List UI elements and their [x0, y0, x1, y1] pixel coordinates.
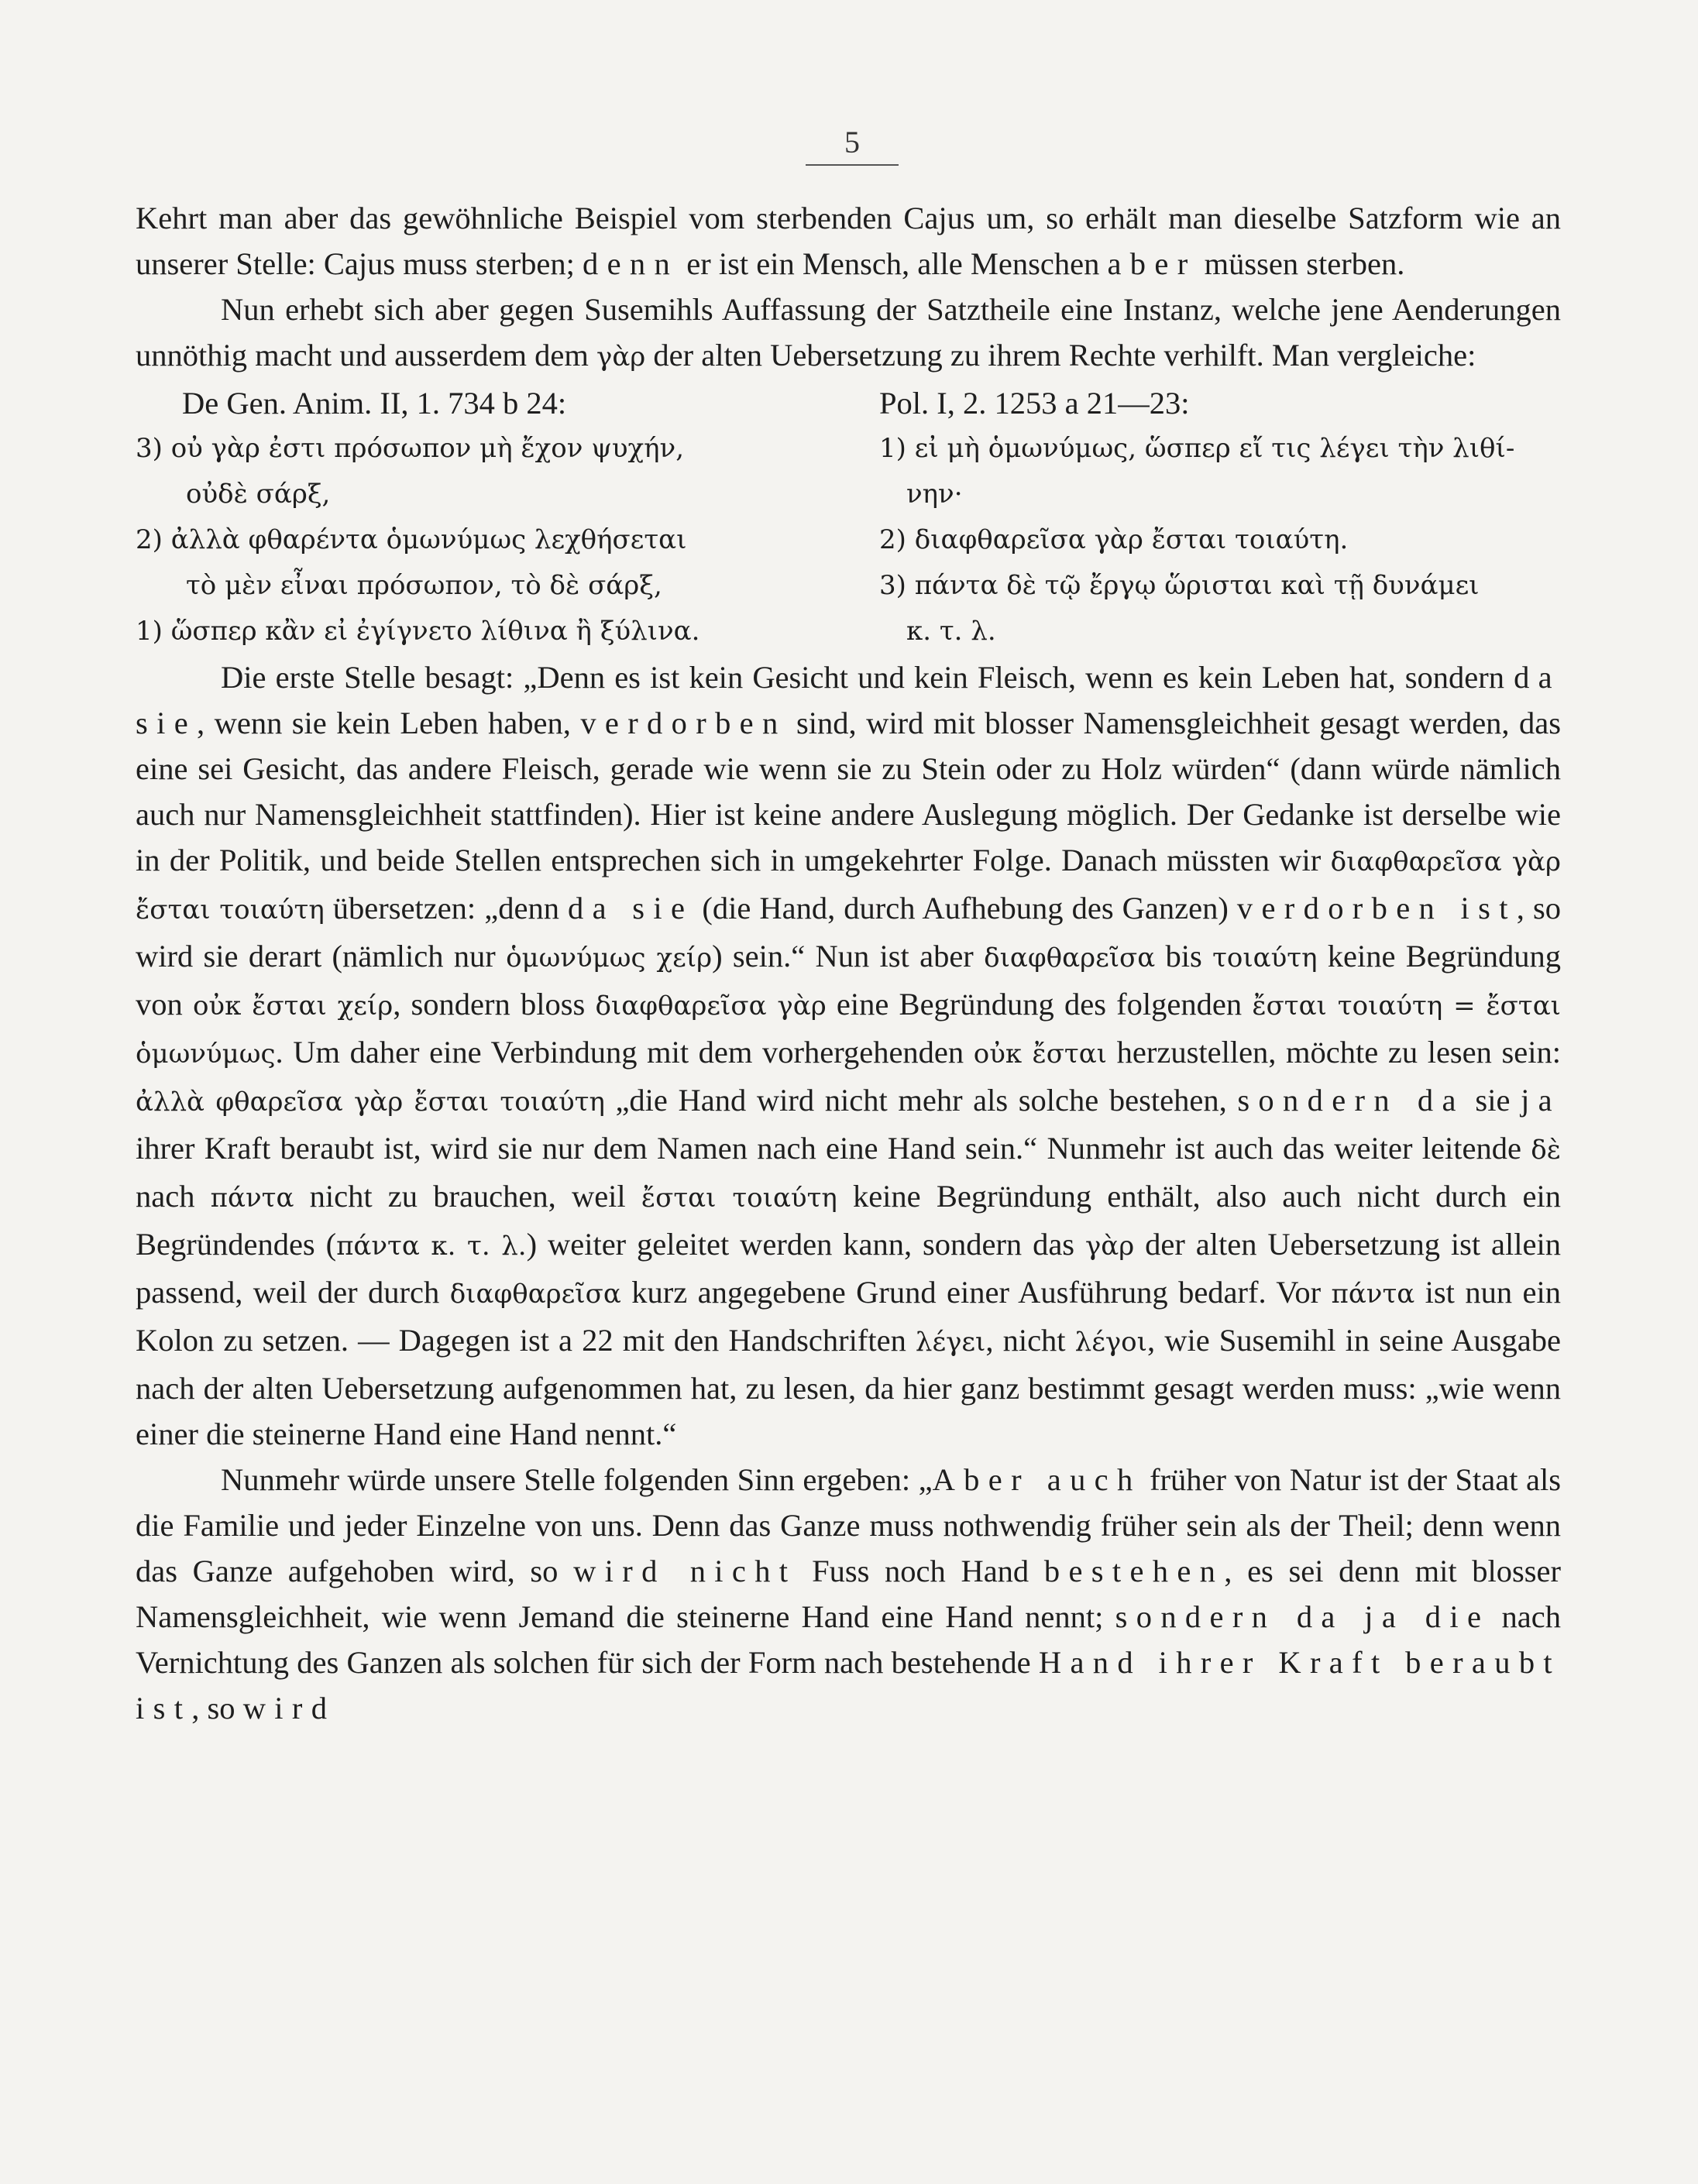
greek-text: ἔσται τοιαύτη = ἔσται ὁμωνύμως: [136, 991, 1561, 1070]
right-column-politics: [879, 380, 1561, 654]
greek-text: λέγοι: [1074, 1327, 1147, 1358]
page-number: 5: [844, 125, 860, 160]
text-run: , so wird sie derart (nämlich nur: [136, 891, 1561, 974]
spaced-emphasis: sondern da ja die: [1115, 1599, 1490, 1634]
greek-text: πάντα: [210, 1183, 294, 1214]
comparison-columns: [136, 380, 1561, 654]
text-run: keine Begründung von: [136, 939, 1562, 1022]
text-run: ) weiter geleitet werden kann, sondern das: [526, 1227, 1085, 1262]
greek-text: διαφθαρεῖσα γὰρ: [595, 991, 827, 1022]
greek-text: γὰρ: [1084, 1231, 1135, 1262]
left-column-gen-anim: [136, 380, 817, 654]
text-run: kurz angegebene Grund einer Ausführung bedarf. Vor: [620, 1275, 1332, 1310]
spaced-emphasis: sondern da: [1237, 1083, 1465, 1118]
text-run: übersetzen: „denn: [324, 891, 568, 925]
spaced-emphasis: wird: [242, 1691, 336, 1726]
paragraph-1: Kehrt man aber das gewöhnliche Beispiel vom sterbenden Cajus um, so erhält man dieselbe Satzform wie an unserer Stelle: Cajus muss sterben; denn er ist ein Mensch, alle Menschen aber müssen sterben.: [136, 201, 1561, 281]
text-run: früher von Natur ist der Staat als die Familie und jeder Einzelne von uns. Denn das Ganze muss nothwendig früher sein als der Theil; denn wenn das Ganze aufgehoben wird, so: [136, 1462, 1561, 1588]
text-run: keine Begründung enthält, also auch nicht durch ein Begründendes (: [136, 1179, 1561, 1262]
right-citation: Pol. I, 2. 1253 a 21—23:: [879, 386, 1190, 421]
spaced-emphasis: ja: [1521, 1083, 1561, 1118]
text-run: Fuss noch Hand: [796, 1554, 1044, 1588]
greek-text: διαφθαρεῖσα: [449, 1279, 621, 1310]
left-line-3-cont: οὐδὲ σάρξ,: [186, 479, 331, 510]
text-run: , nicht: [985, 1323, 1075, 1358]
text-run: nach Vernichtung des Ganzen als solchen für sich der Form nach bestehende: [136, 1599, 1562, 1680]
text-run: , sondern bloss: [393, 987, 596, 1022]
greek-text: τοιαύτη: [1212, 943, 1318, 974]
right-line-3-cont: κ. τ. λ.: [906, 616, 996, 647]
greek-text: οὐκ ἔσται: [973, 1039, 1108, 1070]
page-number-rule: [806, 164, 899, 166]
left-line-2: 2) ἀλλὰ φθαρέντα ὁμωνύμως λεχθήσεται: [136, 524, 687, 555]
paragraph-4: [136, 1457, 1561, 1731]
left-line-1: 1) ὥσπερ κἂν εἰ ἐγίγνετο λίθινα ἢ ξύλινα.: [136, 616, 700, 647]
text-run: „die Hand wird nicht mehr als solche bestehen,: [604, 1083, 1238, 1118]
text-run: bis: [1155, 939, 1213, 974]
greek-text: ἀλλὰ φθαρεῖσα γὰρ ἔσται τοιαύτη: [136, 1087, 605, 1118]
text-run: sie: [1464, 1083, 1521, 1118]
spaced-emphasis: Hand ihrer Kraft beraubt ist: [136, 1645, 1562, 1726]
greek-text: πάντα: [1331, 1279, 1415, 1310]
greek-text: οὐκ ἔσται χείρ: [192, 991, 394, 1022]
text-run: , wenn sie kein Leben haben,: [197, 706, 581, 740]
left-citation: De Gen. Anim. II, 1. 734 b 24:: [182, 386, 567, 421]
greek-text: διαφθαρεῖσα: [984, 943, 1156, 974]
text-run: . Um daher eine Verbindung mit dem vorhergehenden: [275, 1035, 974, 1070]
greek-text: λέγει: [915, 1327, 986, 1358]
greek-text: πάντα κ. τ. λ.: [336, 1231, 527, 1262]
text-run: , so: [191, 1691, 243, 1726]
greek-text: δὲ: [1531, 1135, 1561, 1166]
text-run: ihrer Kraft beraubt ist, wird sie nur dem Namen nach eine Hand sein.“ Nunmehr ist auch das weiter leitende: [136, 1131, 1531, 1166]
text-run: nicht zu brauchen, weil: [294, 1179, 641, 1214]
text-run: eine Begründung des folgenden: [826, 987, 1253, 1022]
spaced-emphasis: verdorben ist: [1236, 891, 1517, 925]
text-run: (die Hand, durch Aufhebung des Ganzen): [693, 891, 1237, 925]
text-run: ) sein.“ Nun ist aber: [712, 939, 985, 974]
spaced-emphasis: da sie: [136, 660, 1561, 740]
right-line-1: 1) εἰ μὴ ὁμωνύμως, ὥσπερ εἴ τις λέγει τὴν λιθί-: [879, 433, 1515, 464]
paragraph-2: Nun erhebt sich aber gegen Susemihls Auffassung der Satztheile eine Instanz, welche jene Aenderungen unnöthig macht und ausserdem dem γὰρ der alten Uebersetzung zu ihrem Rechte verhilft. Man vergleiche:: [136, 292, 1561, 373]
greek-text: ἔσται τοιαύτη: [641, 1183, 837, 1214]
text-run: , es sei denn mit blosser Namensgleichheit, wie wenn Jemand die steinerne Hand eine Hand nennt;: [136, 1554, 1561, 1634]
greek-text: διαφθαρεῖσα γὰρ ἔσται τοιαύτη: [136, 846, 1561, 925]
text-run: herzustellen, möchte zu lesen sein:: [1107, 1035, 1562, 1070]
document-body: [136, 195, 1561, 1731]
left-line-3: 3) οὐ γὰρ ἐστι πρόσωπον μὴ ἔχον ψυχήν,: [136, 433, 685, 464]
text-run: sind, wird mit blosser Namensgleichheit gesagt werden, das eine sei Gesicht, das andere Fleisch, gerade wie wenn sie zu Stein oder zu Holz würden“ (dann würde nämlich auch nur Namensgleichheit stattfinden). Hier ist keine andere Auslegung möglich. Der Gedanke ist derselbe wie in der Politik, und beide Stellen entsprechen sich in umgekehrter Folge. Danach müssten wir: [136, 706, 1561, 877]
text-run: ist nun ein Kolon zu setzen. — Dagegen ist a 22 mit den Handschriften: [136, 1275, 1561, 1358]
greek-text: ὁμωνύμως χείρ: [506, 943, 713, 974]
text-run: der alten Uebersetzung ist allein passend, weil der durch: [136, 1227, 1561, 1310]
right-line-2: 2) διαφθαρεῖσα γὰρ ἔσται τοιαύτη.: [879, 524, 1349, 555]
text-run: Die erste Stelle besagt: „Denn es ist kein Gesicht und kein Fleisch, wenn es kein Leben hat, sondern: [221, 660, 1514, 695]
spaced-emphasis: wird nicht: [573, 1554, 797, 1588]
text-run: Nunmehr würde unsere Stelle folgenden Sinn ergeben: „: [221, 1462, 933, 1497]
right-line-1-cont: νην·: [906, 479, 963, 510]
spaced-emphasis: bestehen: [1043, 1554, 1225, 1588]
left-line-2-cont: τὸ μὲν εἶναι πρόσωπον, τὸ δὲ σάρξ,: [186, 570, 662, 601]
paragraph-3: [136, 654, 1561, 1457]
spaced-emphasis: verdorben: [580, 706, 787, 740]
text-run: , wie Susemihl in seine Ausgabe nach der alten Uebersetzung aufgenommen hat, zu lesen, da hier ganz bestimmt gesagt werden muss: „wie wenn einer die steinerne Hand eine Hand nennt.“: [136, 1323, 1562, 1451]
right-line-3: 3) πάντα δὲ τῷ ἔργῳ ὥρισται καὶ τῇ δυνάμει: [879, 570, 1480, 601]
spaced-emphasis: Aber auch: [932, 1462, 1142, 1497]
text-run: nach: [136, 1179, 211, 1214]
spaced-emphasis: da sie: [568, 891, 694, 925]
